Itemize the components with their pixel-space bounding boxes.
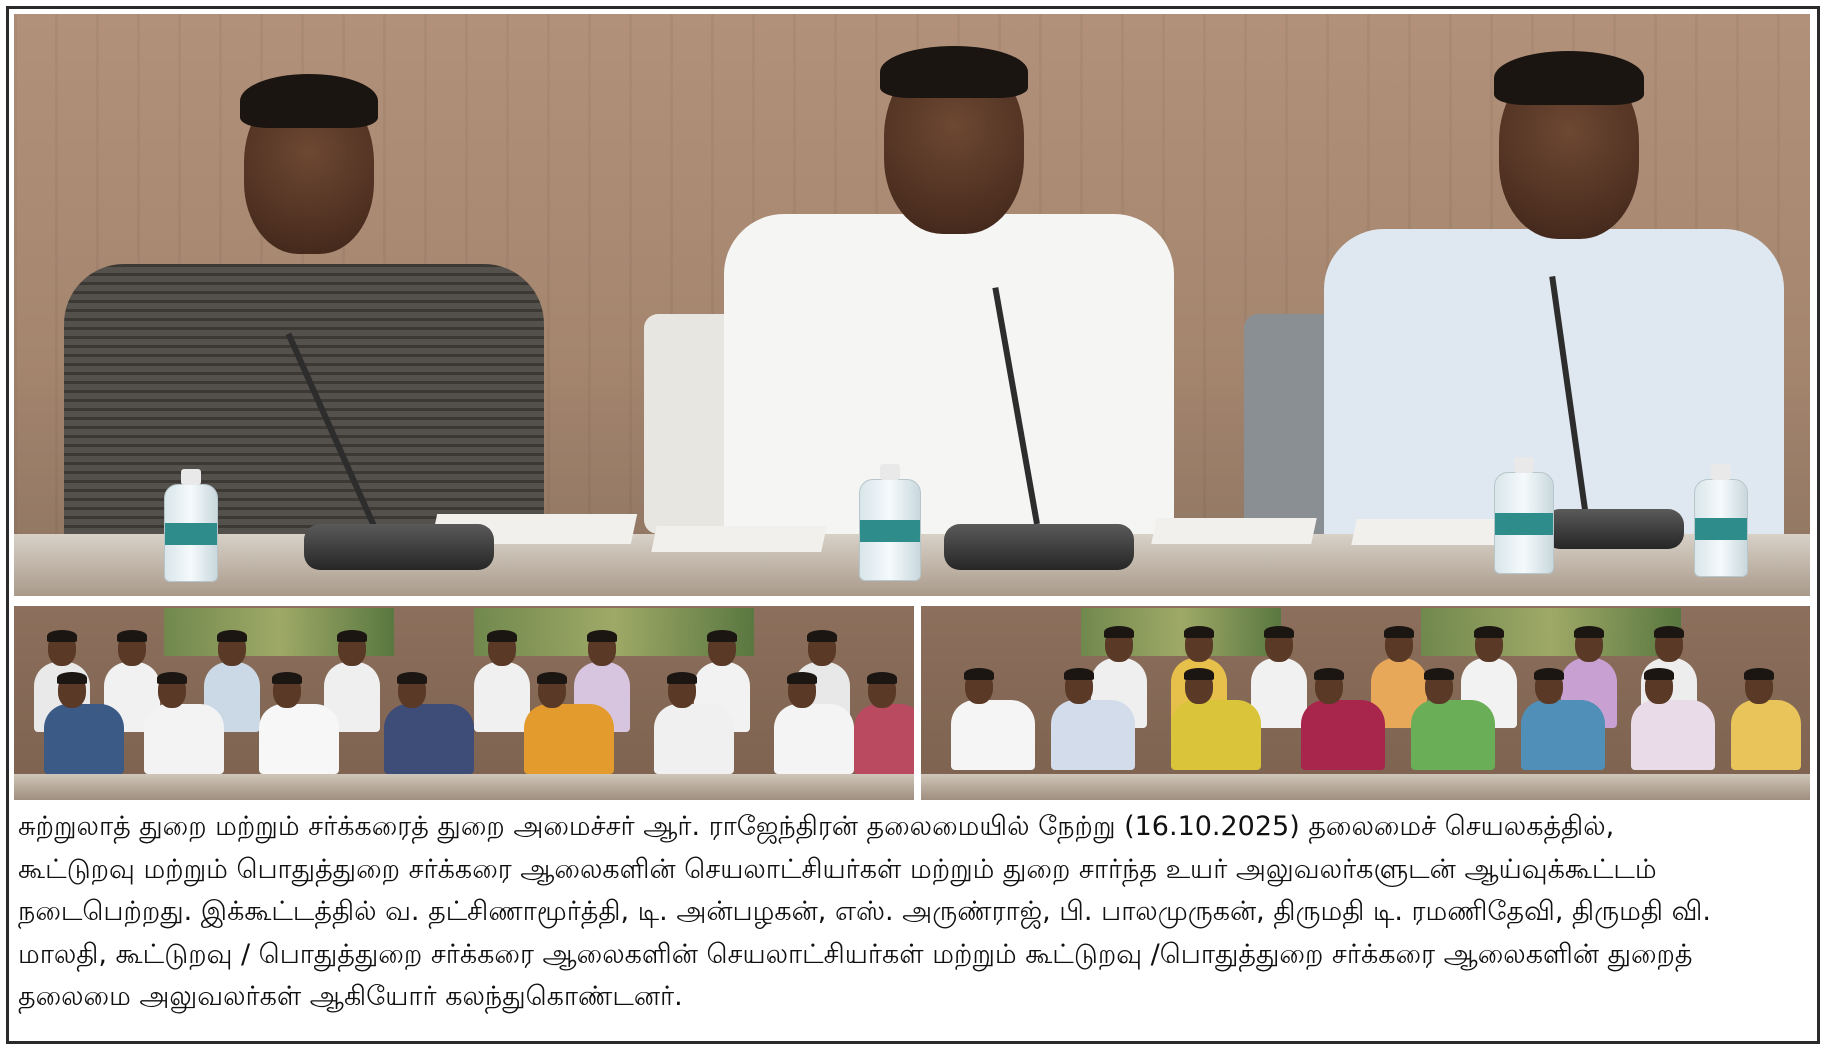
water-bottle	[164, 484, 218, 582]
person-left	[44, 54, 564, 554]
microphone-base	[304, 524, 494, 570]
paper	[1151, 518, 1317, 544]
conference-table	[14, 774, 914, 800]
water-bottle	[1494, 472, 1554, 574]
paper	[651, 526, 827, 552]
caption-line: கூட்டுறவு மற்றும் பொதுத்துறை சர்க்கரை ஆலைகளின் செயலாட்சியர்கள் மற்றும் துறை சார்ந்த உயர் அலுவலர்களுடன் ஆய்வுக்கூட்டம்	[18, 853, 1657, 885]
caption-line: சுற்றுலாத் துறை மற்றும் சர்க்கரைத் துறை அமைச்சர் ஆர். ராஜேந்திரன் தலைமையில் நேற்று (16.10.2025) தலைமைச் செயலகத்தில்,	[18, 811, 1615, 842]
news-caption	[18, 806, 1812, 1038]
caption-line: நடைபெற்றது. இக்கூட்டத்தில் வ. தட்சிணாமூர்த்தி, டி. அன்பழகன், எஸ். அருண்ராஜ், பி. பாலமுருகன், திருமதி டி. ரமணிதேவி, திருமதி வி.	[18, 896, 1711, 927]
water-bottle	[1694, 479, 1748, 577]
hair	[880, 46, 1028, 98]
water-bottle	[859, 479, 921, 581]
white-shirt	[724, 214, 1174, 554]
hair	[240, 74, 378, 128]
conference-table	[921, 774, 1810, 800]
caption-line: தலைமை அலுவலர்கள் ஆகியோர் கலந்துகொண்டனர்.	[18, 981, 683, 1012]
attendees-photo-right	[921, 606, 1810, 800]
hair	[1494, 51, 1644, 105]
main-meeting-photo	[14, 14, 1810, 596]
caption-line: மாலதி, கூட்டுறவு / பொதுத்துறை சர்க்கரை ஆலைகளின் செயலாட்சியர்கள் மற்றும் கூட்டுறவு /பொதுத்துறை சர்க்கரை ஆலைகளின் துறைத்	[18, 938, 1693, 970]
person-center	[714, 34, 1184, 554]
wall-banner	[1421, 608, 1681, 656]
attendees-photo-left	[14, 606, 914, 800]
microphone-base	[944, 524, 1134, 570]
microphone-base	[1544, 509, 1684, 549]
